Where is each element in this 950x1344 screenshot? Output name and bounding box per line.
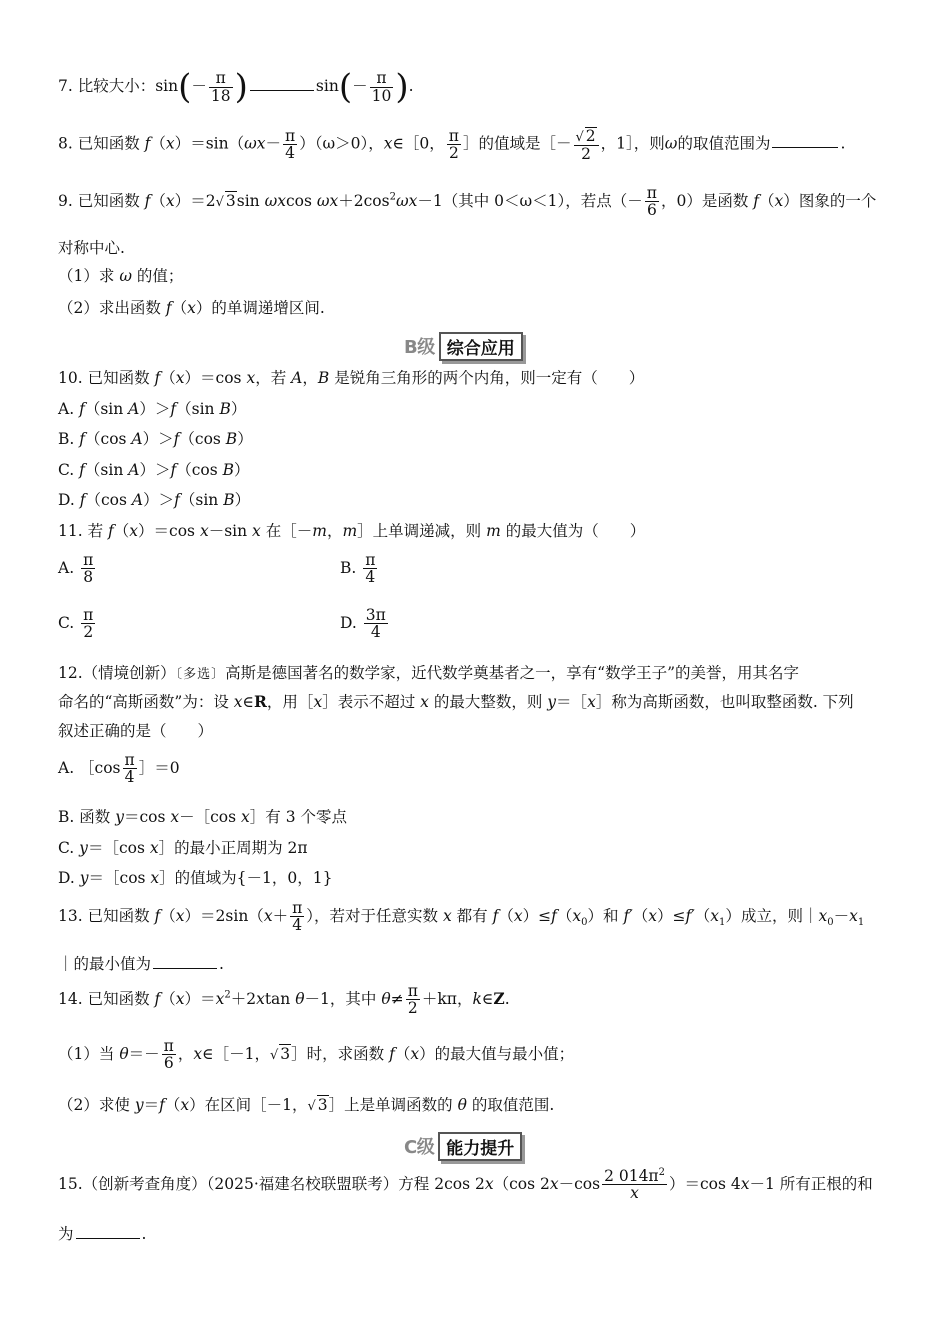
question-14: 14. 已知函数 $f(x)=x^2+2xtan$ θ－1，其中 θ≠ $\frac{\pi}{2}$ ＋kπ，k∈Z. (58, 982, 510, 1018)
section-c-header: C级 能力提升 (404, 1134, 522, 1158)
option-a[interactable]: A. f（sin A）＞f（sin B） (58, 400, 247, 418)
fraction: $\frac{\pi}{18}$ (210, 69, 231, 105)
option-a[interactable]: A. $\frac{\pi}{8}$ (58, 551, 94, 587)
option-c[interactable]: C. $\frac{\pi}{2}$ (58, 606, 94, 642)
question-11: 11. 若 f（x）＝cos x－sin x 在［－m，m］上单调递减，则 m 的最大值为（ ） (58, 522, 646, 540)
question-12: 12.（情境创新）〔多选〕高斯是德国著名的数学家，近代数学奠基者之一，享有“数学王子”的美誉，用其名字 (58, 664, 800, 682)
option-b[interactable]: B. $\frac{\pi}{4}$ (340, 551, 376, 587)
answer-blank[interactable] (250, 90, 314, 91)
option-b[interactable]: B. f（cos A）＞f（cos B） (58, 430, 253, 448)
option-c[interactable]: C. f（sin A）＞f（cos B） (58, 461, 250, 479)
answer-blank[interactable] (153, 968, 217, 969)
question-10: 10. 已知函数 f（x）＝cos x，若 A，B 是锐角三角形的两个内角，则一定有（ ） (58, 369, 645, 387)
question-7: 7. 比较大小：sin(－ $\frac{\pi}{18}$ ) sin(－ $\frac{\pi}{10}$ ). (58, 67, 414, 107)
question-15: 15.（创新考查角度）（2025·福建名校联盟联考）方程 2cos 2x（cos 2x－cos $\frac{2 014\pi^2}{x}$ ）＝cos 4x－1 所有正根的和 (58, 1167, 873, 1203)
fraction: $\frac{\pi}{10}$ (371, 69, 392, 105)
question-9: 9. 已知函数 f（x）＝2√ 3sin ωxcos $\omega x+2\cos^2\omega x-1$（其中 0＜ω＜1），若点（－ $\frac{\pi}{6}$ ，0）是函数 f（x）图象的一个 (58, 184, 877, 220)
option-d[interactable]: D. f（cos A）＞f（sin B） (58, 491, 251, 509)
question-13: 13. 已知函数 f（x）＝2sin（x＋ $\frac{\pi}{4}$ ），若对于任意实数 x 都有 $f(x)\le f(x_0)$和 $f'(x)\le f'(x_1)$成立，则$|x_0-x_1$ (58, 899, 865, 935)
option-d[interactable]: D. $\frac{3\pi}{4}$ (340, 606, 386, 642)
option-c[interactable]: C. y＝［cos x］的最小正周期为 2π (58, 839, 308, 857)
section-b-header: B级 综合应用 (404, 334, 523, 358)
q7-prefix: 7. 比较大小：sin (58, 77, 179, 95)
option-b[interactable]: B. 函数 y＝cos x－［cos x］有 3 个零点 (58, 808, 347, 826)
question-8: 8. 已知函数 f（x）＝sin（ωx－ $\frac{\pi}{4}$ ）（ω＞0），x∈［0， $\frac{\pi}{2}$ ］的值域是［－ $\frac{√ 2}{2}$ ，1］，则ω的取值范围为 . (58, 126, 846, 163)
option-d[interactable]: D. y＝［cos x］的值域为{－1，0，1} (58, 869, 333, 887)
answer-blank[interactable] (76, 1238, 140, 1239)
answer-blank[interactable] (772, 147, 838, 148)
option-a[interactable]: A. ［cos $\frac{\pi}{4}$ ］＝0 (58, 751, 180, 787)
